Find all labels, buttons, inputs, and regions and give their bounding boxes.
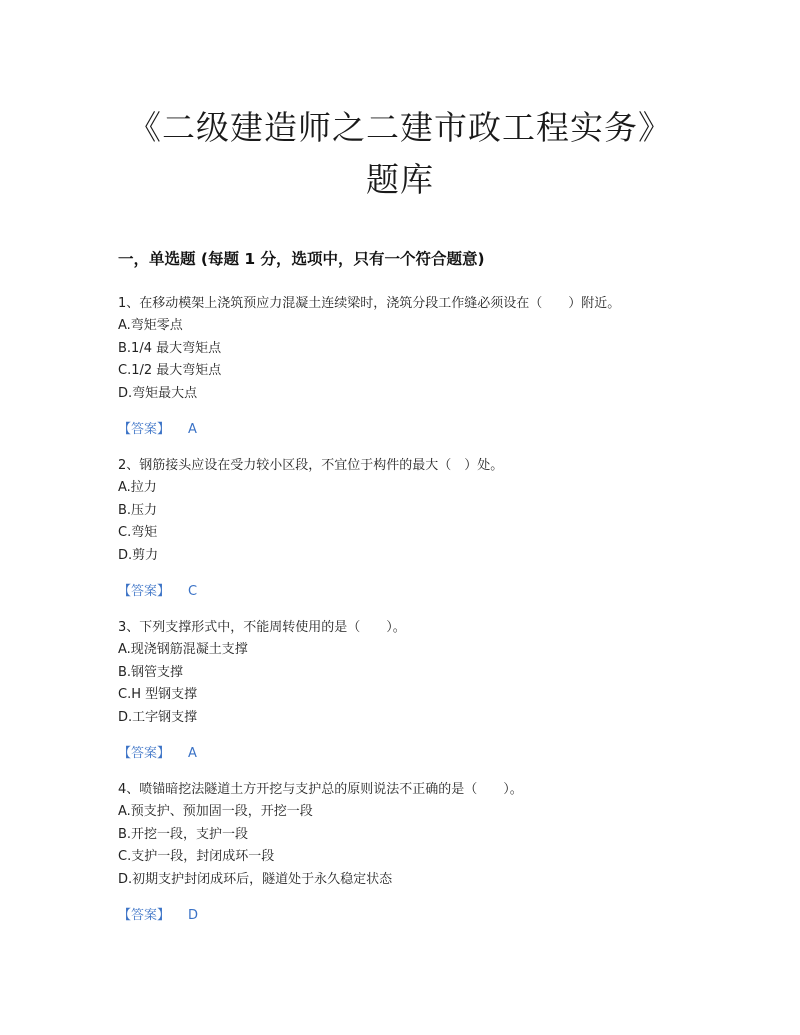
answer-line (118, 907, 718, 925)
option-b: B.钢管支撑 (118, 664, 184, 680)
document-subtitle: 题库 (366, 160, 434, 199)
answer-label: 【答案】 (118, 584, 171, 599)
answer-value: C (188, 584, 198, 599)
question-stem: 1、在移动模架上浇筑预应力混凝土连续梁时，浇筑分段工作缝必须设在（ ）附近。 (118, 296, 621, 311)
option-c: C.支护一段，封闭成环一段 (118, 849, 275, 864)
question-4 (118, 781, 718, 925)
answer-line (118, 745, 718, 763)
document-title: 《二级建造师之二建市政工程实务》 (128, 108, 672, 147)
answer-value: A (188, 422, 197, 437)
option-b: B.压力 (118, 502, 158, 518)
answer-value: A (188, 746, 197, 761)
answer-line (118, 421, 718, 439)
option-d: D.弯矩最大点 (118, 385, 198, 401)
answer-label: 【答案】 (118, 422, 171, 437)
answer-label: 【答案】 (118, 746, 171, 761)
question-stem: 3、下列支撑形式中，不能周转使用的是（ ）。 (118, 620, 406, 635)
question-stem: 2、钢筋接头应设在受力较小区段，不宜位于构件的最大（ ）处。 (118, 458, 504, 473)
option-a: A.拉力 (118, 480, 157, 495)
option-c: C.弯矩 (118, 525, 158, 540)
option-b: B.开挖一段，支护一段 (118, 826, 249, 842)
question-3 (118, 619, 718, 763)
option-d: D.剪力 (118, 547, 159, 563)
option-d: D.初期支护封闭成环后，隧道处于永久稳定状态 (118, 871, 393, 887)
option-b: B.1/4 最大弯矩点 (118, 340, 222, 356)
answer-value: D (188, 908, 199, 923)
option-d: D.工字钢支撑 (118, 709, 198, 725)
question-2 (118, 457, 718, 601)
option-a: A.弯矩零点 (118, 318, 183, 333)
option-a: A.现浇钢筋混凝土支撑 (118, 642, 248, 657)
option-a: A.预支护、预加固一段，开挖一段 (118, 804, 313, 819)
answer-line (118, 583, 718, 601)
question-1 (118, 295, 718, 439)
option-c: C.1/2 最大弯矩点 (118, 363, 222, 378)
option-c: C.H 型钢支撑 (118, 687, 198, 702)
question-stem: 4、喷锚暗挖法隧道土方开挖与支护总的原则说法不正确的是（ ）。 (118, 782, 523, 797)
answer-label: 【答案】 (118, 908, 171, 923)
section-heading: 一，单选题 (每题 1 分，选项中，只有一个符合题意) (118, 250, 485, 268)
